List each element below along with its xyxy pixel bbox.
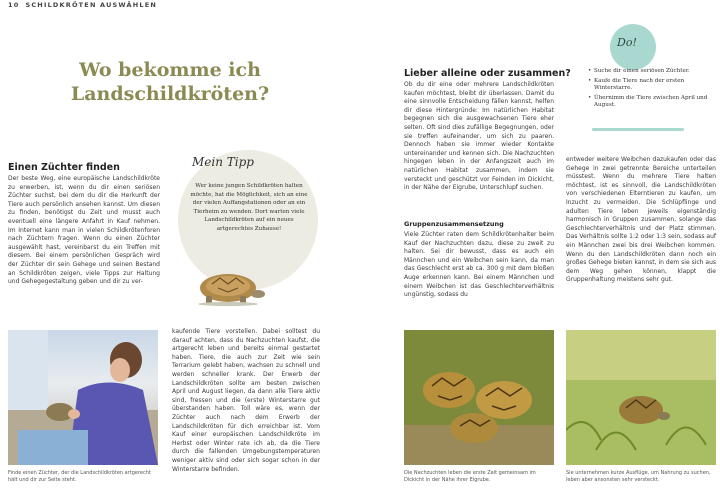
do-list <box>588 68 716 112</box>
woman-holding-tortoise-image <box>8 330 158 465</box>
subheading-group: Gruppenzusammensetzung <box>404 220 504 228</box>
tortoise-in-grass-image <box>566 330 716 465</box>
group-text-col2: entweder weitere Weibchen dazukaufen oder das Gehege in zwei getrennte Bereiche unterteilen müsstest. Wenn du mehrere Tiere halten möchtest, ist es sinnvoll, die Landschildkröten von verschiedenen Elterntieren zu kaufen, um Inzucht zu vermeiden. Die Schlüpflinge und adulten Tiere leben jeweils eigenständig harmonisch in Gruppen zusammen, solange das Geschlechterverhältnis und der Platz stimmen. Das Verhältnis sollte 1:2 oder 1:3 sein, sodass auf ein Männchen zwei bis drei Weibchen kommen. Wenn du den Landschildkröten dann noch ein großes Gehege bieten kannst, in dem sie sich aus dem Weg gehen können, klappt die Gruppenhaltung meistens sehr gut. <box>566 156 716 284</box>
caption-photo-2: Die Nachzuchten leben die erste Zeit gemeinsam im Dickicht in der Nähe ihrer Eigrube. <box>404 470 536 483</box>
page-number: 10 <box>8 1 20 9</box>
do-item: • Übernimm die Tiere zwischen April und August. <box>588 95 716 110</box>
group-text: Viele Züchter raten dem Schildkrötenhalter beim Kauf der Nachzuchten dazu, diese zu zweit zu halten. Sei dir bewusst, dass es auch ein Männchen und ein Weibchen sein kann, da man das Geschlecht erst ab ca. 300 g mit dem bloßen Auge erkennen kann. Bei einem Männchen und einem Weibchen ist das Geschlechterverhältnis ungünstig, sodass du <box>404 231 554 299</box>
section-heading-alone-together: Lieber alleine oder zusammen? <box>404 68 571 79</box>
tortoise-illustration <box>188 268 268 308</box>
alone-together-text: Ob du dir eine oder mehrere Landschildkröten kaufen möchtest, bleibt dir überlassen. Damit du eine sinnvolle Entscheidung fällen kannst, helfen dir diese Hintergründe: Im natürlichen Habitat begegnen sich die ausgewachsenen Tiere eher selten. Oft sind dies zufällige Begegnungen, oder sie treffen aufeinander, um sich zu paaren. Dennoch haben sie immer wieder Kontakte untereinander und kennen sich. Die Nachzuchten hingegen leben in der Anfangszeit auch im natürlichen Habitat zusammen, indem sie versteckt und geschützt vor Feinden im Dickicht, in der Nähe der Eigrube, Unterschlupf suchen. <box>404 81 554 192</box>
section-heading-breeder: Einen Züchter finden <box>8 162 120 173</box>
breeder-text-col1: Der beste Weg, eine europäische Landschildkröte zu erwerben, ist, wenn du dir einen seriösen Züchter suchst, bei dem du dir die Herkunft der Tiere auch persönlich ansehen kannst. Um diesen zu finden, benötigst du Zeit und musst auch eventuell eine längere Anfahrt in Kauf nehmen. Im Internet kann man in vielen Schildkrötenforen nach Züchtern fragen. Wenn du einen Züchter ausgewählt hast, vereinbarst du ein Treffen mit diesem. Bei einem persönlichen Gespräch wird der Züchter dir sein Gehege und seinen Bestand an Schildkröten zeigen, viele Tipps zur Haltung und Gehegegestaltung geben und dir zu ver- <box>8 175 160 286</box>
caption-photo-1: Finde einen Züchter, der die Landschildkröten artgerecht hält und dir zur Seite steht. <box>8 470 151 483</box>
do-item: • Suche dir einen seriösen Züchter. <box>588 68 716 76</box>
breeder-text-col2: kaufende Tiere vorstellen. Dabei solltest du darauf achten, dass du Nachzuchten kaufst, die artgerecht leben und bereits einmal gestartet haben. Tiere, die auch zur Zeit wie sein Terrarium gelebt haben, wachsen zu schnell und werden schneller krank. Der Erwerb der Landschildkröten sollte am besten zwischen April und August liegen, da dann alle Tiere aktiv sind, fressen und die (erste) Winterstarre gut überstanden haben. Toll wäre es, wenn der Züchter auch nach dem Erwerb der Landschildkröten für dich erreichbar ist. Vom Kauf einer europäischen Landschildkröte im Herbst oder Winter rate ich ab, da die Tiere durch die fallenden Umgebungstemperaturen weniger aktiv sind oder sich sogar schon in der Winterstarre befinden. <box>172 328 320 473</box>
section-title: SCHILDKRÖTEN AUSWÄHLEN <box>25 1 158 9</box>
running-header <box>8 1 157 9</box>
page-title <box>40 58 300 106</box>
do-underline <box>592 128 684 131</box>
do-item: • Kaufe die Tiere nach der ersten Winterstarre. <box>588 78 716 93</box>
photo-hatchlings <box>404 330 554 465</box>
title-line-2: Landschildkröten? <box>70 83 270 105</box>
hatchlings-image <box>404 330 554 465</box>
photo-woman-tortoise <box>8 330 158 465</box>
do-label: Do! <box>617 36 637 49</box>
tip-title: Mein Tipp <box>192 155 254 169</box>
photo-tortoise-grass <box>566 330 716 465</box>
title-line-1: Wo bekomme ich <box>79 59 261 81</box>
caption-photo-3: Sie unternehmen kurze Ausflüge, um Nahrung zu suchen, leben aber ansonsten sehr versteckt. <box>566 470 711 483</box>
tip-text: Wer keine jungen Schildkröten halten möchte, hat die Möglichkeit, sich an eine der vielen Auffangstationen oder an ein Tierheim zu wenden. Dort warten viele Landschildkröten auf ein neues artgerechtes Zuhause! <box>190 183 308 232</box>
